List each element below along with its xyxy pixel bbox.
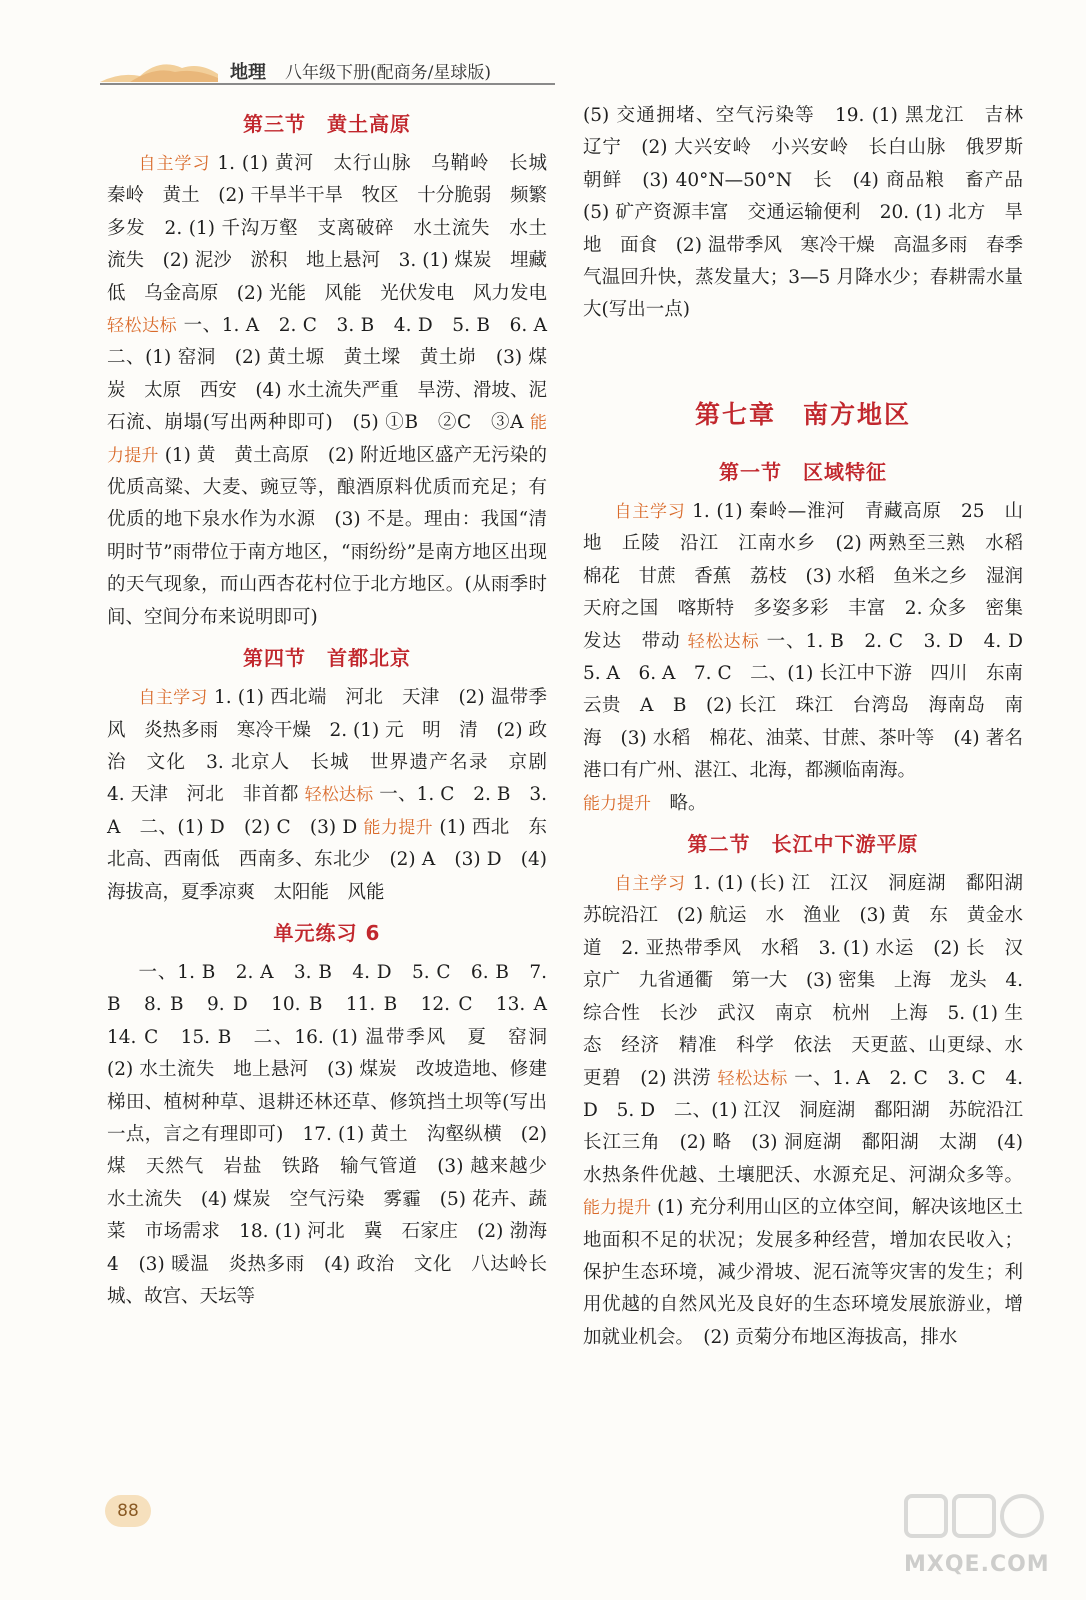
hills-decoration-icon [100, 50, 220, 84]
answer-text: 一、1. A 2. C 3. C 4. D 5. D 二、(1) 江汉 洞庭湖 鄱阳湖 苏皖沿江 长江三角 (2) 略 (3) 洞庭湖 鄱阳湖 太湖 (4) 水热条件优越、土壤肥沃、水源充足、河湖众多等。 [583, 1067, 1042, 1186]
label-ability: 能力提升 [363, 817, 434, 838]
watermark-text: MXQE.COM [904, 1552, 1050, 1577]
label-easy-standard: 轻松达标 [717, 1068, 788, 1089]
answer-text: 1. (1) 黄河 太行山脉 乌鞘岭 长城 秦岭 黄土 (2) 干旱半干旱 牧区 十分脆弱 频繁多发 2. (1) 千沟万壑 支离破碎 水土流失 水土流失 (2) 泥沙 淤积 地上悬河 3. (1) 煤炭 埋藏 低 乌金高原 (2) 光能 风能 光伏发电 风力发电 [107, 153, 566, 304]
label-ability: 能力提升 [107, 413, 547, 466]
answer-paragraph [107, 682, 566, 909]
right-column [583, 392, 1042, 1354]
answer-text: 一、1. B 2. C 3. D 4. D 5. A 6. A 7. C 二、(1) 长江中下游 四川 东南 云贵 A B (2) 长江 珠江 台湾岛 海南岛 南海 (3) 水稻 棉花、油菜、甘蔗、茶叶等 (4) 著名港口有广州、湛江、北海，都濒临南海。 [583, 630, 1042, 782]
answer-text: (1) 西北 东北高、西南低 西南多、东北少 (2) A (3) D (4) 海拔高，夏季凉爽 太阳能 风能 [107, 816, 547, 903]
header-subject: 地理 [230, 62, 266, 83]
section-title-unit-exercise: 单元练习 6 [273, 920, 381, 945]
chapter-title: 第七章 南方地区 [694, 400, 911, 429]
answer-paragraph [107, 148, 566, 634]
answer-paragraph [583, 496, 1042, 788]
answer-text: 一、1. A 2. C 3. B 4. D 5. B 6. A 二、(1) 窑洞 (2) 黄土塬 黄土墚 黄土峁 (3) 煤炭 太原 西安 (4) 水土流失严重 旱涝、滑坡、泥石流、崩塌(写出两种即可) (5) ①B ②C ③A [107, 315, 566, 434]
header-rule [100, 83, 555, 85]
watermark-icon [900, 1490, 1050, 1554]
section-title-regional: 第一节 区域特征 [719, 460, 887, 484]
section-title-beijing: 第四节 首都北京 [243, 646, 411, 671]
answer-text: (5) 交通拥堵、空气污染等 19. (1) 黑龙江 吉林 辽宁 (2) 大兴安岭 小兴安岭 长白山脉 俄罗斯 朝鲜 (3) 40°N—50°N 长 (4) 商品粮 畜产品 (5) 矿产资源丰富 交通运输便利 20. (1) 北方 旱地 面食 (2) 温带季风 寒冷干燥 高温多雨 春季气温回升快，蒸发量大；3—5 月降水少；春耕需水量大(写出一点) [583, 105, 1042, 321]
answer-text: 一、1. C 2. B 3. A 二、(1) D (2) C (3) D [107, 784, 547, 838]
label-ability: 能力提升 [583, 1198, 652, 1219]
right-column-top [583, 100, 1042, 327]
label-self-study: 自主学习 [614, 874, 686, 895]
answer-text: 1. (1) 秦岭—淮河 青藏高原 25 山地 丘陵 沿江 江南水乡 (2) 两熟至三熟 水稻 棉花 甘蔗 香蕉 荔枝 (3) 水稻 鱼米之乡 湿润 天府之国 喀斯特 多姿多彩 丰富 2. 众多 密集 发达 带动 [583, 501, 1042, 652]
label-ability: 能力提升 [583, 793, 651, 814]
answer-paragraph [583, 788, 1023, 820]
answer-text: 一、1. B 2. A 3. B 4. D 5. C 6. B 7. B 8. B 9. D 10. B 11. B 12. C 13. A 14. C 15. B 二、16. (1) 温带季风 夏 窑洞 (2) 水土流失 地上悬河 (3) 煤炭 改坡造地、修建梯田、植树种草、退耕还林还草、修筑挡土坝等(写出一点，言之有理即可) 17. (1) 黄土 沟壑纵横 (2) 煤 天然气 岩盐 铁路 输气管道 (3) 越来越少 水土流失 (4) 煤炭 空气污染 雾霾 (5) 花卉、蔬菜 市场需求 18. (1) 河北 冀 石家庄 (2) 渤海 4 (3) 暖温 炎热多雨 (4) 政治 文化 八达岭长城、故宫、天坛等 [107, 961, 566, 1307]
header-book-title: 八年级下册(配商务/星球版) [285, 63, 491, 83]
label-easy-standard: 轻松达标 [107, 316, 178, 337]
section-title-yangtze: 第二节 长江中下游平原 [687, 832, 919, 857]
answer-paragraph [107, 957, 566, 1313]
left-column [107, 100, 566, 1313]
section-title-loess-plateau: 第三节 黄土高原 [243, 112, 411, 136]
label-self-study: 自主学习 [138, 154, 211, 174]
label-self-study: 自主学习 [138, 688, 208, 709]
answer-text: 1. (1) (长) 江 江汉 洞庭湖 鄱阳湖 苏皖沿江 (2) 航运 水 渔业 (3) 黄 东 黄金水道 2. 亚热带季风 水稻 3. (1) 水运 (2) 长 汉 京广 九省通衢 第一大 (3) 密集 上海 龙头 4. 综合性 长沙 武汉 南京 杭州 上海 5. (1) 生态 经济 精准 科学 依法 天更蓝、山更绿、水更碧 (2) 洪涝 [583, 873, 1042, 1089]
answer-text: (1) 黄 黄土高原 (2) 附近地区盛产无污染的优质高粱、大麦、豌豆等，酿酒原料优质而充足；有优质的地下泉水作为水源 (3) 不是。理由：我国“清明时节”雨带位于南方地区，“雨纷纷”是南方地区出现的天气现象，而山西杏花村位于北方地区。(从雨季时间、空间分布来说明即可) [107, 444, 547, 628]
label-easy-standard: 轻松达标 [687, 631, 760, 652]
answer-text: 略。 [651, 792, 707, 814]
label-easy-standard: 轻松达标 [304, 785, 374, 806]
answer-paragraph [583, 868, 1042, 1354]
page-number: 88 [105, 1495, 151, 1527]
label-self-study: 自主学习 [614, 502, 686, 522]
page-header [100, 50, 560, 90]
answer-paragraph-continued [583, 100, 1042, 327]
watermark-logo [900, 1490, 1050, 1590]
answer-text: (1) 充分利用山区的立体空间，解决该地区土地面积不足的状况；发展多种经营，增加农民收入；保护生态环境，减少滑坡、泥石流等灾害的发生；利用优越的自然风光及良好的生态环境发展旅游业，增加就业机会。 (2) 贡菊分布地区海拔高，排水 [583, 1197, 1024, 1348]
answer-text: 1. (1) 西北端 河北 天津 (2) 温带季风 炎热多雨 寒冷干燥 2. (1) 元 明 清 (2) 政治 文化 3. 北京人 长城 世界遗产名录 京剧 4. 天津 河北 非首都 [107, 687, 566, 806]
